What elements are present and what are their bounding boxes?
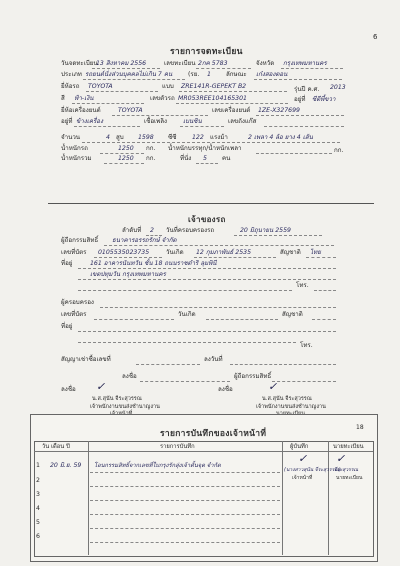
fill-line — [230, 364, 336, 365]
chassis-location-value: ซีดีพี้ขวา — [312, 96, 336, 103]
fill-line — [194, 257, 276, 258]
owner-value: ธนาคารอรรถรักษ์ จำกัด — [112, 237, 177, 244]
recorder-signature: ✓ — [298, 452, 308, 465]
chassis-value: MR053REE104165301 — [178, 95, 247, 102]
owner-label: ผู้ถือกรรมสิทธิ์ — [61, 237, 99, 244]
load-unit: กก. — [334, 147, 344, 154]
type-label: ประเภท — [61, 71, 82, 78]
code-value: 1 — [207, 71, 211, 78]
code-label: (รย. — [188, 71, 200, 78]
fill-line — [281, 68, 343, 69]
seats-label: ที่นั่ง — [180, 155, 192, 162]
sign-label: ลงชื่อ — [122, 373, 137, 380]
fill-line — [74, 126, 140, 127]
fill-line — [78, 342, 296, 343]
fill-line — [234, 235, 322, 236]
fill-line — [146, 235, 162, 236]
registrar-signature: ✓ — [268, 380, 278, 393]
fill-line — [94, 257, 162, 258]
plate-label: เลขทะเบียน — [164, 60, 196, 67]
fill-line — [196, 163, 218, 164]
total-weight-label: น้ำหนักรวม — [61, 155, 92, 162]
owner-nationality-value: ไทย — [310, 249, 321, 256]
owner-dob-value: 12 กุมภาพันธ์ 2535 — [196, 249, 252, 256]
contract-label: สัญญาเช่าซื้อเลขที่ — [61, 356, 111, 363]
section-divider — [48, 203, 374, 204]
row-line — [90, 514, 280, 515]
weight-value: 1250 — [118, 145, 134, 152]
row-number: 6 — [36, 533, 40, 540]
fill-line — [100, 153, 144, 154]
fill-line — [78, 268, 336, 269]
col-registrar-header: นายทะเบียน — [333, 444, 364, 450]
owner-section-title: เจ้าของรถ — [188, 215, 226, 224]
fill-line — [72, 103, 144, 104]
row-number: 5 — [36, 519, 40, 526]
row-line — [90, 486, 280, 487]
possession-date-label: วันที่ครอบครองรถ — [166, 227, 215, 234]
fill-line — [272, 381, 336, 382]
fill-line — [92, 68, 160, 69]
record-page-number: 18 — [356, 424, 364, 431]
registrar-note: จีระสุวรรณ — [334, 467, 359, 473]
cc-unit: ซีซี — [168, 134, 177, 141]
fill-line — [78, 279, 336, 280]
engine-number-label: เลขเครื่องยนต์ — [212, 107, 251, 114]
engine-brand-label: ยี่ห้อเครื่องยนต์ — [61, 107, 101, 114]
sequence-label: ลำดับที่ — [122, 227, 142, 234]
row-number: 4 — [36, 505, 40, 512]
weight-label: น้ำหนักรถ — [61, 145, 88, 152]
chassis-location-label: อยู่ที่ — [294, 96, 306, 103]
registrar-record-position: นายทะเบียน — [336, 475, 363, 481]
fill-line — [312, 319, 336, 320]
cylinders-unit: สูบ — [116, 134, 124, 141]
style-label: ลักษณะ — [226, 71, 247, 78]
fill-line — [112, 115, 208, 116]
owner-id-label: เลขที่บัตร — [61, 249, 87, 256]
year-label: รุ่นปี ค.ศ. — [294, 86, 320, 93]
province-label: จังหวัด — [256, 60, 275, 67]
weight-unit: กก. — [146, 145, 156, 152]
possession-date-value: 20 มิถุนายน 2559 — [240, 227, 291, 234]
gas-tank-label: เลขถังแก๊ส — [228, 118, 257, 125]
recorder-note: (นางสาวสุนัน จีระสุวรรณ) — [284, 467, 341, 473]
owner-address-line2: เขตปทุมวัน กรุงเทพมหานคร — [90, 271, 166, 278]
row-line — [90, 500, 280, 501]
fuel-value: เบนซิน — [183, 118, 202, 125]
officer-signature: ✓ — [96, 380, 106, 393]
brand-value: TOYOTA — [88, 83, 113, 90]
year-value: 2013 — [330, 84, 346, 91]
fill-line — [104, 163, 144, 164]
seats-value: 5 — [203, 155, 207, 162]
seats-unit: คน — [222, 155, 231, 162]
holder-id-label: เลขที่บัตร — [61, 311, 87, 318]
page-number: 6 — [373, 33, 378, 41]
engine-number-value: 1ZE-X327699 — [258, 107, 300, 114]
fill-line — [256, 153, 332, 154]
row-number: 2 — [36, 477, 40, 484]
owner-signature-label: ผู้ถือกรรมสิทธิ์ — [234, 373, 272, 380]
fill-line — [206, 319, 278, 320]
cylinders-value: 4 — [106, 134, 110, 141]
row-line — [90, 528, 280, 529]
total-weight-unit: กก. — [146, 155, 156, 162]
recorder-position: เจ้าหน้าที่ — [292, 475, 313, 481]
registrar-position1: เจ้าพนักงานขนส่งชำนาญงาน — [256, 404, 326, 410]
fill-line — [254, 79, 342, 80]
fill-line — [264, 126, 344, 127]
holder-label: ผู้ครอบครอง — [61, 299, 94, 306]
registration-title: รายการจดทะเบียน — [170, 47, 243, 57]
col-record-header: รายการบันทึก — [160, 444, 195, 450]
holder-dob-label: วันเกิด — [178, 311, 196, 318]
officer-position1: เจ้าพนักงานขนส่งชำนาญงาน — [90, 404, 160, 410]
type-value: รถยนต์นั่งส่วนบุคคลไม่เกิน 7 คน — [85, 71, 173, 78]
owner-address-line1: 161 อาคารนันทวัน ชั้น 18 ถนนราชดำริ ลุมพินี — [90, 260, 217, 267]
color-label: สี — [61, 95, 65, 102]
fill-line — [306, 257, 336, 258]
owner-nationality-label: สัญชาติ — [280, 249, 301, 256]
registrar-record-signature: ✓ — [336, 452, 346, 465]
hp-value: 122 — [192, 134, 204, 141]
registrar-name: น.ส.สุนัน จีระสุวรรณ — [262, 396, 312, 402]
fill-line — [78, 331, 336, 332]
record-title: รายการบันทึกของเจ้าหน้าที่ — [160, 429, 267, 439]
model-label: แบบ — [162, 83, 174, 90]
engine-location-label: อยู่ที่ — [61, 118, 73, 125]
fill-line — [83, 79, 185, 80]
row-number: 3 — [36, 491, 40, 498]
fill-line — [136, 364, 200, 365]
fill-line — [86, 91, 158, 92]
total-weight-value: 1250 — [118, 155, 134, 162]
model-value: ZRE141R-GEPEKT B2 — [181, 83, 247, 90]
reg-date-value: 13 สิงหาคม 2556 — [96, 60, 147, 67]
fill-line — [179, 91, 287, 92]
style-value: เก๋งสองตอน — [256, 71, 288, 78]
fill-line — [140, 381, 230, 382]
owner-address-label: ที่อยู่ — [61, 260, 73, 267]
engine-location-value: ข้างเครื่อง — [76, 118, 104, 125]
color-value: ฟ้า-เงิน — [74, 95, 94, 102]
record-table — [34, 441, 374, 557]
row-number: 1 — [36, 462, 40, 469]
owner-id-value: 0105535023735 — [98, 249, 150, 256]
holder-nationality-label: สัญชาติ — [282, 311, 303, 318]
fill-line — [196, 68, 251, 69]
axles-value: 2 เพลา 4 ล้อ ยาง 4 เส้น — [248, 134, 313, 141]
fill-line — [180, 126, 224, 127]
sequence-value: 2 — [150, 227, 154, 234]
engine-brand-value: TOYOTA — [118, 107, 143, 114]
fuel-label: เชื้อเพลิง — [144, 118, 168, 125]
load-label: น้ำหนักบรรทุก/น้ำหนักเพลา — [168, 145, 242, 152]
row-text: โอนกรรมสิทธิ์จากเลขที่ใบกรุงรักสุ่งเจ้าดั้นจุด จำกัด — [94, 463, 221, 469]
cylinders-label: จำนวน — [61, 134, 81, 141]
holder-address-label: ที่อยู่ — [61, 323, 73, 330]
hp-unit: แรงม้า — [210, 134, 228, 141]
owner-phone-label: โทร. — [296, 282, 309, 289]
officer-sign-label: ลงชื่อ — [61, 386, 76, 393]
chassis-label: เลขตัวรถ — [150, 95, 175, 102]
fill-line — [256, 115, 344, 116]
plate-value: 2กค 5783 — [198, 60, 228, 67]
fill-line — [104, 245, 334, 246]
row-line — [90, 542, 280, 543]
row-line — [90, 472, 280, 473]
owner-dob-label: วันเกิด — [166, 249, 184, 256]
fill-line — [94, 319, 174, 320]
reg-date-label: วันจดทะเบียน — [61, 60, 98, 67]
col-divider — [328, 441, 329, 555]
fill-line — [314, 290, 336, 291]
col-date-header: วัน เดือน ปี — [42, 444, 70, 450]
col-divider — [282, 441, 283, 555]
cc-value: 1598 — [138, 134, 154, 141]
holder-phone-label: โทร. — [300, 342, 313, 349]
contract-date-label: ลงวันที่ — [204, 356, 223, 363]
table-header-divider — [34, 451, 373, 452]
col-recorder-header: ผู้บันทึก — [290, 444, 309, 450]
brand-label: ยี่ห้อรถ — [61, 83, 80, 90]
fill-line — [82, 142, 340, 143]
province-value: กรุงเทพมหานคร — [283, 60, 327, 67]
col-divider — [88, 441, 89, 555]
fill-line — [100, 307, 336, 308]
officer-name: น.ส.สุนัน จีระสุวรรณ — [92, 396, 142, 402]
row-date: 20 มิ.ย. 59 — [50, 462, 82, 469]
fill-line — [78, 290, 292, 291]
fill-line — [176, 103, 288, 104]
registrar-sign-label: ลงชื่อ — [218, 386, 233, 393]
